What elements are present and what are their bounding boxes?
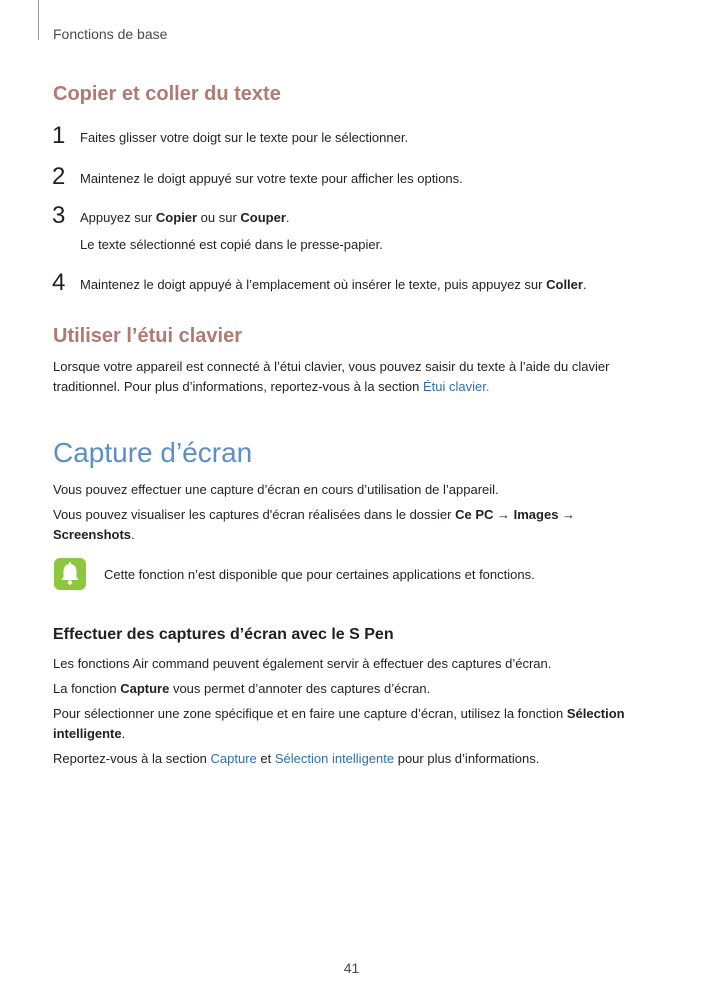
page-number: 41 [343, 960, 360, 976]
copy-paste-title: Copier et coller du texte [53, 83, 281, 105]
screen-capture-intro: Vous pouvez effectuer une capture d’écran en cours d’utilisation de l’appareil. [53, 482, 499, 497]
cut-label: Couper [240, 210, 286, 225]
keyboard-case-link[interactable]: Étui clavier. [422, 379, 490, 394]
spen-p2: La fonction Capture vous permet d’annoter des captures d’écran. [53, 681, 431, 696]
capture-label: Capture [120, 681, 170, 696]
step-text-4: Maintenez le doigt appuyé à l’emplacement où insérer le texte, puis appuyez sur Coller. [80, 277, 587, 292]
step-number-1: 1 [52, 122, 66, 149]
spen-p3: Pour sélectionner une zone spécifique et en faire une capture d’écran, utilisez la fonction Sélection [53, 706, 625, 721]
step-subtext-3: Le texte sélectionné est copié dans le presse-papier. [80, 237, 383, 252]
spen-p1: Les fonctions Air command peuvent également servir à effectuer des captures d’écran. [53, 656, 552, 671]
spen-p4: Reportez-vous à la section Capture et Sélection intelligente pour plus d’informations. [53, 751, 540, 766]
step-number-3: 3 [52, 202, 66, 229]
step-number-2: 2 [52, 163, 66, 190]
screen-capture-title: Capture d’écran [53, 437, 253, 468]
paste-label: Coller [546, 277, 583, 292]
step-number-4: 4 [52, 269, 66, 296]
spen-p3-line2: intelligente. [53, 726, 126, 741]
section-header: Fonctions de base [53, 26, 168, 42]
keyboard-case-line1: Lorsque votre appareil est connecté à l’étui clavier, vous pouvez saisir du texte à l’aide du clavier [53, 359, 610, 374]
smart-select-link[interactable]: Sélection intelligente [274, 751, 395, 766]
spen-capture-title: Effectuer des captures d’écran avec le S Pen [53, 626, 394, 643]
step-text-3: Appuyez sur Copier ou sur Couper. [80, 210, 290, 225]
bell-icon [54, 558, 86, 590]
screenshots-folder-text: Vous pouvez visualiser les captures d'écran réalisées dans le dossier Ce PC → Images → [53, 507, 576, 522]
keyboard-case-title: Utiliser l’étui clavier [53, 325, 242, 347]
step-text-2: Maintenez le doigt appuyé sur votre texte pour afficher les options. [80, 171, 463, 186]
step-text-1: Faites glisser votre doigt sur le texte pour le sélectionner. [80, 130, 409, 145]
screenshots-folder-text-2: Screenshots. [53, 527, 135, 542]
copy-label: Copier [155, 210, 198, 225]
capture-link[interactable]: Capture [210, 751, 257, 766]
header-rule [38, 0, 39, 40]
note-text: Cette fonction n’est disponible que pour certaines applications et fonctions. [104, 567, 535, 582]
keyboard-case-line2: traditionnel. Pour plus d’informations, reportez-vous à la section Étui clavier. [53, 379, 490, 394]
